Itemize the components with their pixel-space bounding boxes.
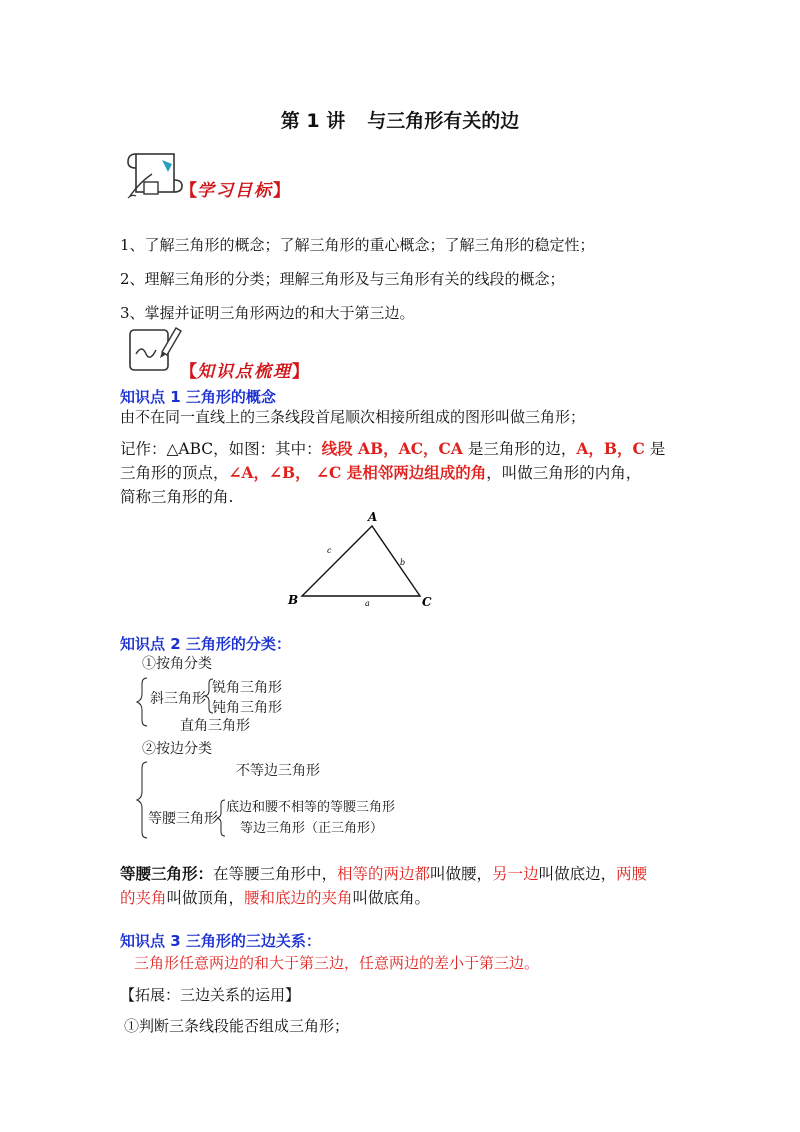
section-banner-goals: 【学习目标】 [180, 181, 290, 201]
acute-triangle: 锐角三角形 [212, 680, 282, 696]
oblique-triangle: 斜三角形 [150, 691, 206, 707]
scalene-triangle: 不等边三角形 [236, 763, 320, 779]
goals-list [120, 233, 680, 335]
by-side-label: ②按边分类 [142, 741, 212, 757]
iso-unequal-triangle: 底边和腰不相等的等腰三角形 [226, 800, 396, 815]
isosceles-definition: 等腰三角形：在等腰三角形中，相等的两边都叫做腰，另一边叫做底边，两腰 的夹角叫做顶角，腰和底边的夹角叫做底角。 [120, 865, 648, 907]
side-label-b: b [400, 558, 406, 567]
by-angle-label: ①按角分类 [142, 656, 212, 672]
section-banner-knowledge: 【知识点梳理】 [180, 362, 309, 382]
side-label-c: c [327, 546, 332, 555]
scroll-icon [122, 150, 184, 202]
triangle-figure [280, 508, 440, 614]
obtuse-triangle: 钝角三角形 [212, 700, 282, 716]
k3-heading: 知识点 3 三角形的三边关系： [120, 932, 321, 950]
goal-item: 2、理解三角形的分类；理解三角形及与三角形有关的线段的概念； [120, 270, 565, 288]
k1-definition: 由不在同一直线上的三条线段首尾顺次相接所组成的图形叫做三角形； [120, 408, 586, 426]
k1-notation: 记作：△ABC，如图：其中：线段 AB，AC，CA 是三角形的边，A，B，C 是 三角形的顶点，∠A，∠B， ∠C 是相邻两边组成的角，叫做三角形的内角， 简称三角形的角. [120, 439, 666, 506]
vertex-label-c: C [422, 595, 432, 609]
goal-item: 3、掌握并证明三角形两边的和大于第三边。 [120, 304, 415, 322]
equilateral-triangle: 等边三角形（正三角形） [240, 821, 384, 836]
vertex-label-a: A [368, 510, 378, 524]
extension-item-1: ①判断三条线段能否组成三角形； [124, 1017, 350, 1035]
k1-heading: 知识点 1 三角形的概念 [120, 388, 276, 406]
page-title: 第 1 讲 与三角形有关的边 [280, 110, 520, 132]
goal-item: 1、了解三角形的概念；了解三角形的重心概念；了解三角形的稳定性； [120, 236, 595, 254]
vertex-label-b: B [288, 593, 299, 607]
k2-heading: 知识点 2 三角形的分类： [120, 635, 291, 653]
side-label-a: a [365, 599, 370, 608]
triangle-inequality-rule: 三角形任意两边的和大于第三边，任意两边的差小于第三边。 [134, 954, 540, 972]
right-triangle: 直角三角形 [180, 718, 250, 734]
extension-heading: 【拓展：三边关系的运用】 [120, 986, 301, 1004]
notepad-pencil-icon [122, 322, 184, 374]
isosceles-triangle: 等腰三角形 [148, 811, 218, 827]
